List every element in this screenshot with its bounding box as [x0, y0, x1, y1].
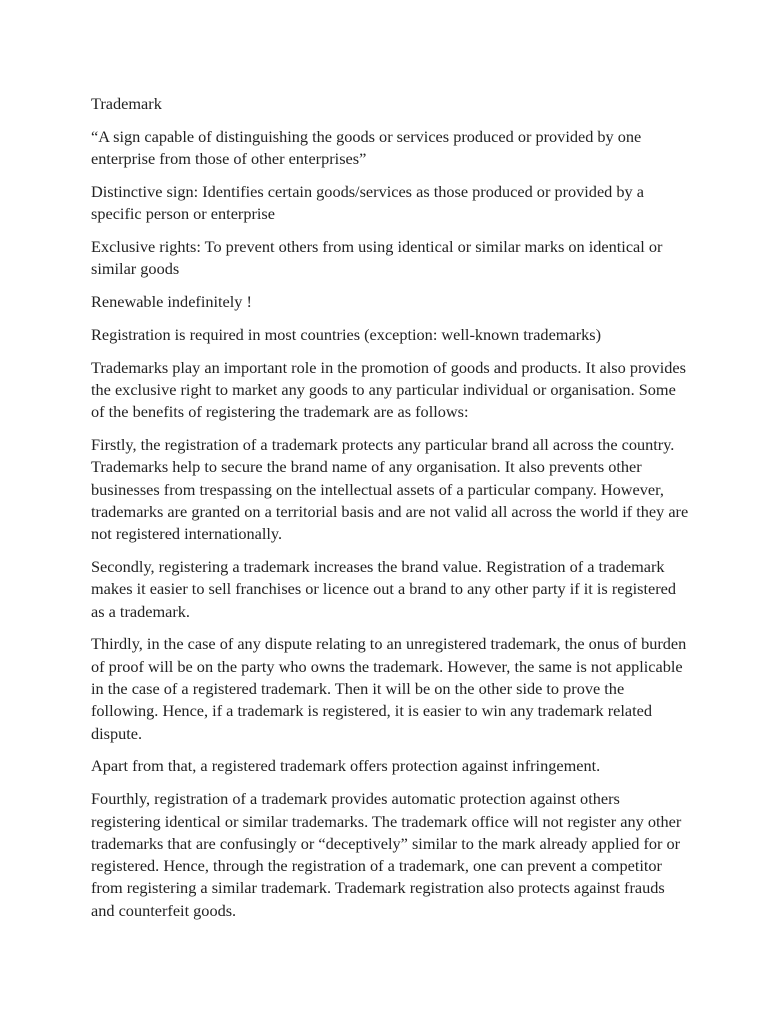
secondly-paragraph: Secondly, registering a trademark increases the brand value. Registration of a trademark makes it easier to sell franchises or licence out a brand to any other party if it is registered as a trademark. [91, 557, 677, 621]
trademark-definition-quote: “A sign capable of distinguishing the goods or services produced or provided by one enterprise from those of other enterprises” [91, 126, 642, 169]
registration-required-paragraph: Registration is required in most countries (exception: well-known trademarks) [91, 324, 602, 344]
document-page [91, 93, 691, 933]
renewable-paragraph: Renewable indefinitely ! [91, 292, 252, 312]
document-title: Trademark [91, 94, 162, 113]
distinctive-sign-paragraph: Distinctive sign: Identifies certain goods/services as those produced or provided by a specific person or enterprise [91, 181, 644, 224]
infringement-paragraph: Apart from that, a registered trademark offers protection against infringement. [91, 756, 601, 776]
exclusive-rights-paragraph: Exclusive rights: To prevent others from using identical or similar marks on identical or similar goods [91, 236, 663, 279]
fourthly-paragraph: Fourthly, registration of a trademark provides automatic protection against others registering identical or similar trademarks. The trademark office will not register any other trademarks that are confusingly or “deceptively” similar to the mark already applied for or registered. Hence, through the registration of a trademark, one can prevent a competitor from registering a similar trademark. Trademark registration also protects against frauds and counterfeit goods. [91, 789, 682, 920]
trademark-role-paragraph: Trademarks play an important role in the promotion of goods and products. It also provides the exclusive right to market any goods to any particular individual or organisation. Some of the benefits of registering the trademark are as follows: [91, 357, 686, 422]
firstly-paragraph: Firstly, the registration of a trademark protects any particular brand all across the country. Trademarks help to secure the brand name of any organisation. It also prevents other businesses from trespassing on the intellectual assets of a particular company. However, trademarks are granted on a territorial basis and are not valid all across the world if they are not registered internationally. [91, 435, 689, 544]
thirdly-paragraph: Thirdly, in the case of any dispute relating to an unregistered trademark, the onus of burden of proof will be on the party who owns the trademark. However, the same is not applicable in the case of a registered trademark. Then it will be on the other side to prove the following. Hence, if a trademark is registered, it is easier to win any trademark related dispute. [91, 634, 687, 743]
